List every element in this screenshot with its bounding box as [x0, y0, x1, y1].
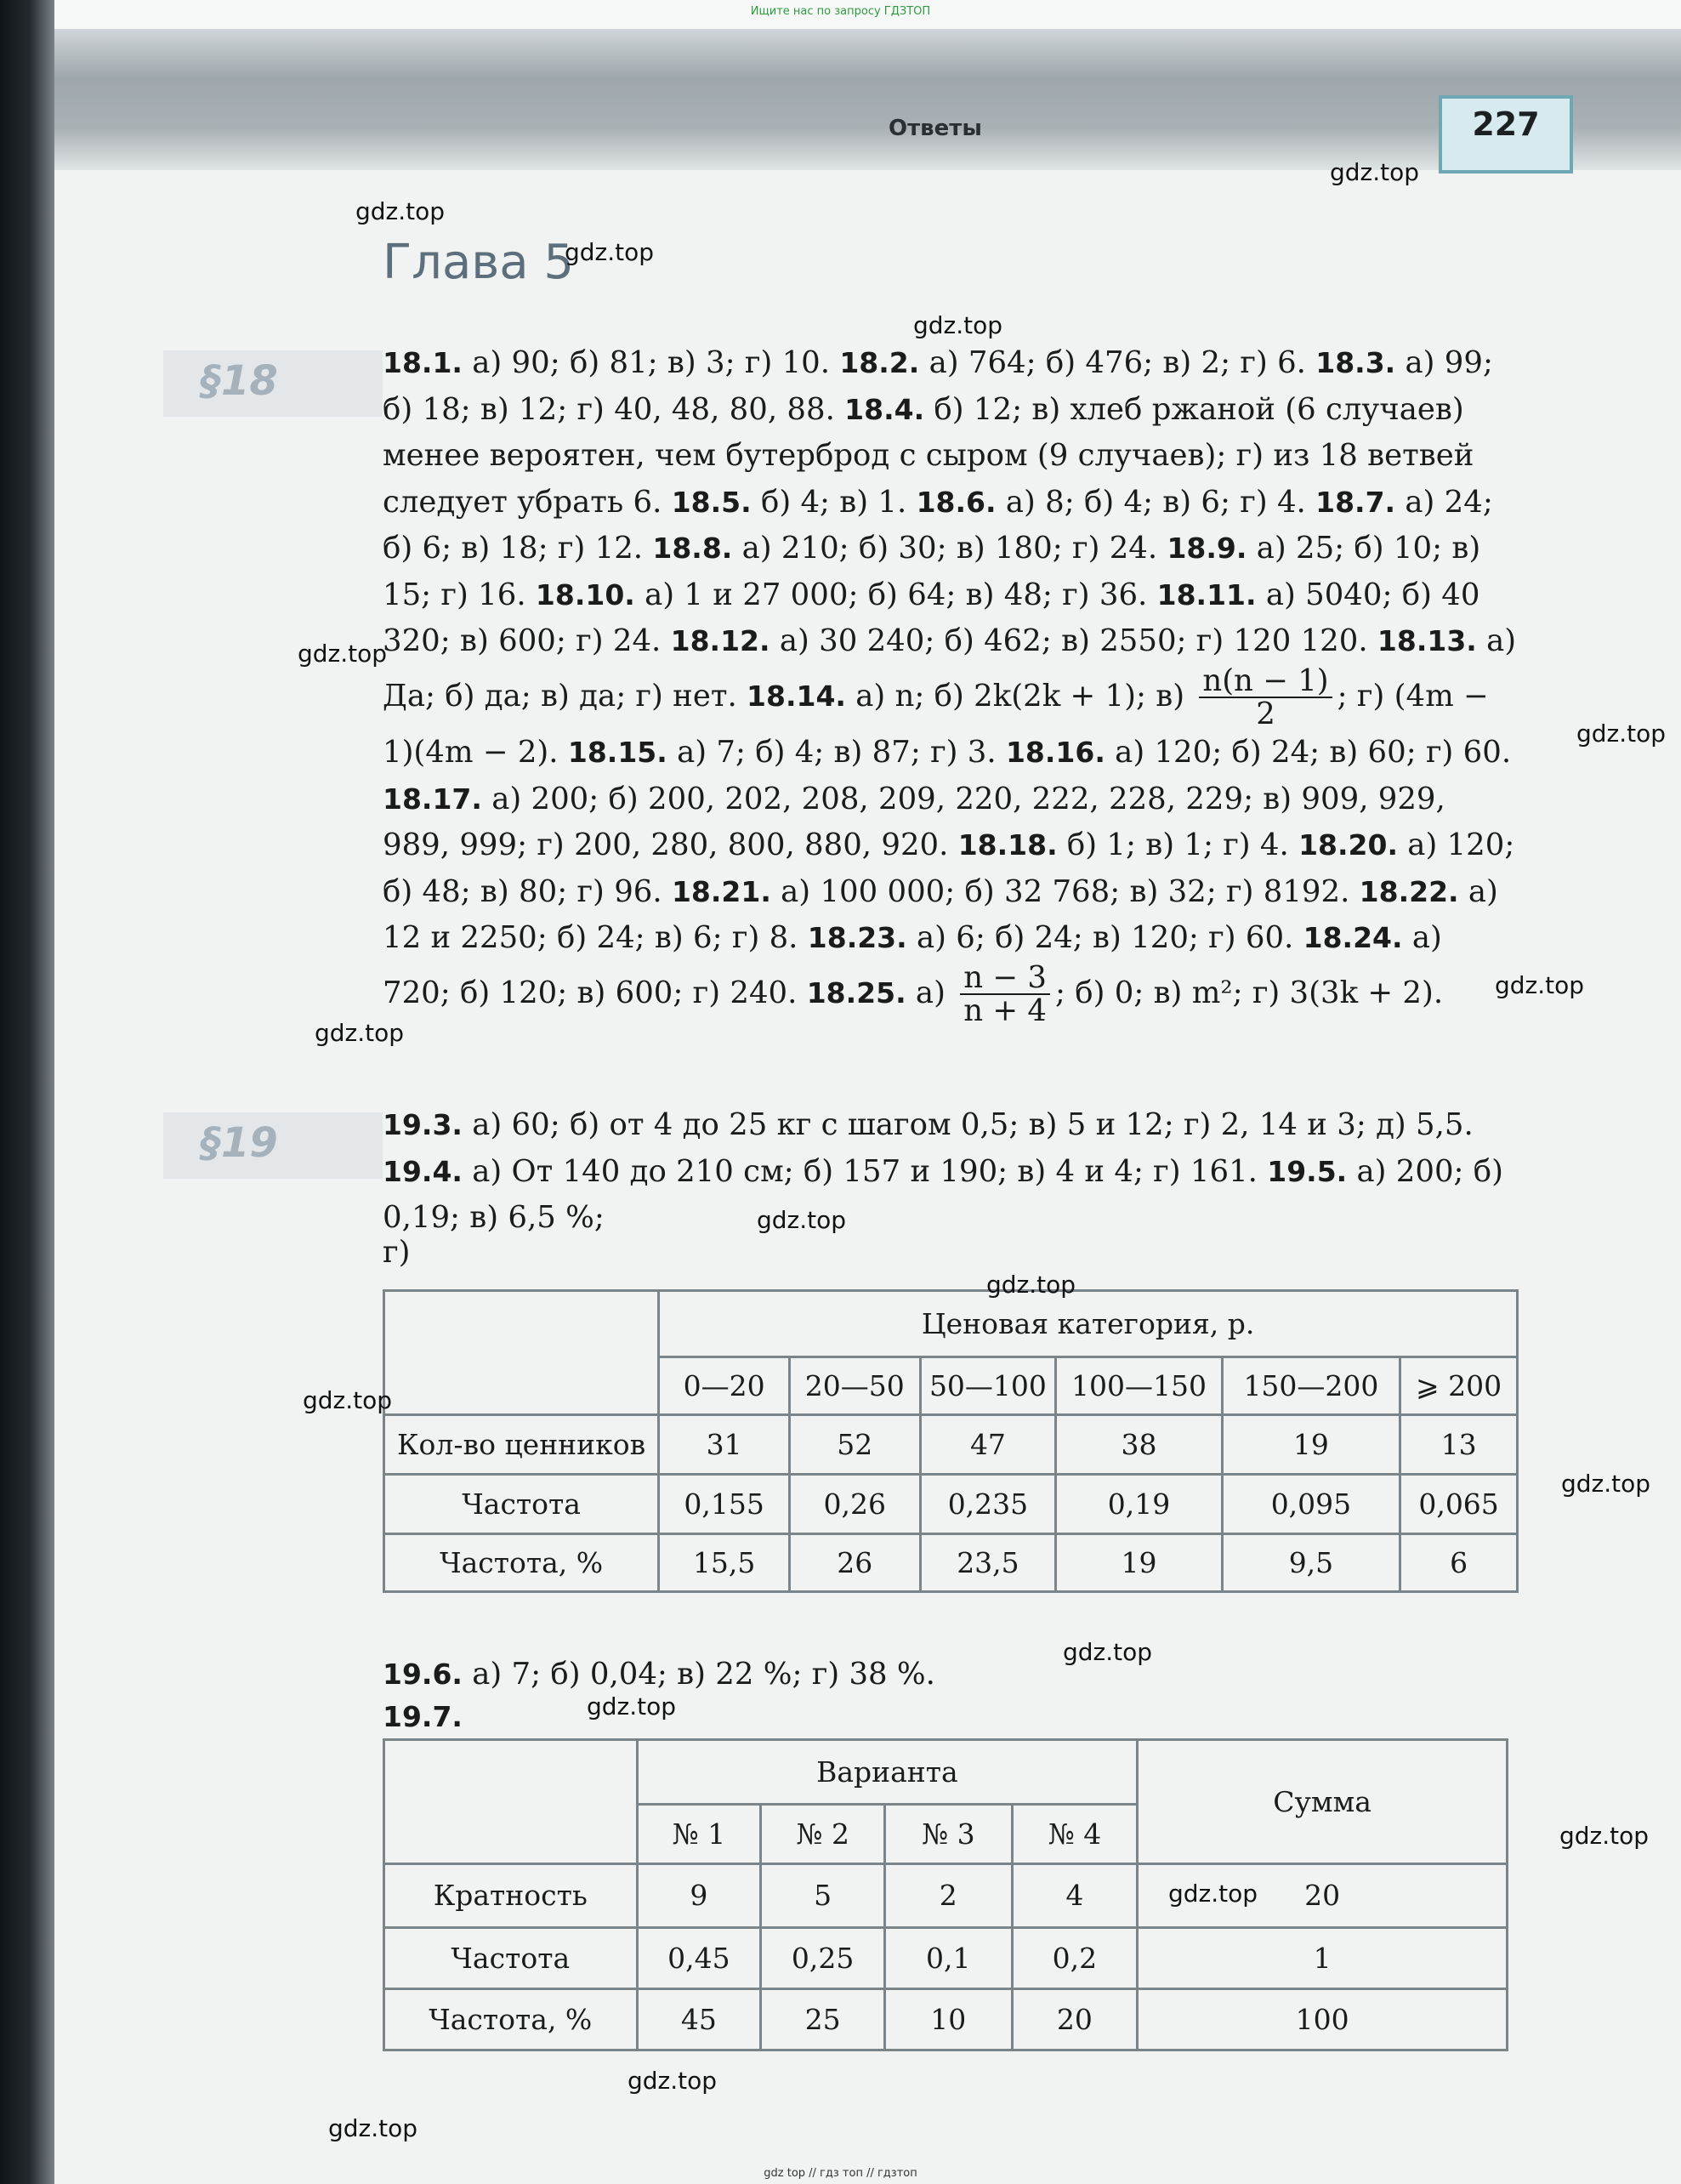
- answer-text: а) 24; б) 6; в) 18; г) 12.: [383, 484, 1493, 566]
- answer-text: а) 210; б) 30; в) 180; г) 24.: [732, 531, 1167, 566]
- watermark: gdz.top: [913, 311, 1003, 339]
- table-row: [384, 1475, 1518, 1534]
- table-cell: 45: [637, 1988, 761, 2050]
- table-cell: 0,235: [920, 1475, 1056, 1534]
- answer-number: 18.6.: [916, 485, 997, 519]
- column-header: ⩾ 200: [1400, 1357, 1518, 1415]
- answer-text: а) 25; б) 10; в) 15; г) 16.: [383, 531, 1481, 612]
- table-row: [384, 1415, 1518, 1475]
- answer-text: а) 30 240; б) 462; в) 2550; г) 120 120.: [770, 623, 1377, 658]
- variant-table: [383, 1738, 1508, 2051]
- table-cell: 52: [789, 1415, 920, 1475]
- table-row: [384, 1927, 1508, 1988]
- answer-19-5-g: г): [383, 1235, 411, 1270]
- answer-text: а) 120; б) 48; в) 80; г) 96.: [383, 828, 1515, 909]
- watermark: gdz.top: [587, 1692, 677, 1720]
- answer-number: 19.6.: [383, 1658, 463, 1691]
- watermark: gdz.top: [565, 238, 655, 266]
- watermark: gdz.top: [303, 1386, 393, 1414]
- sum-header: Сумма: [1138, 1740, 1508, 1864]
- row-label: Частота: [384, 1475, 659, 1534]
- table-cell: 47: [920, 1415, 1056, 1475]
- price-category-table: [383, 1289, 1519, 1593]
- row-label: Частота, %: [384, 1534, 659, 1592]
- column-header: 0—20: [659, 1357, 790, 1415]
- table-cell: 0,155: [659, 1475, 790, 1534]
- table-row: [384, 1988, 1508, 2050]
- table-cell: 20: [1012, 1988, 1138, 2050]
- answer-number: 18.15.: [567, 736, 667, 770]
- table-cell: 0,095: [1222, 1475, 1400, 1534]
- book-binding-shadow: [0, 0, 54, 2184]
- table-cell: 0,1: [884, 1927, 1012, 1988]
- watermark: gdz.top: [1168, 1880, 1258, 1908]
- sum-cell: 100: [1138, 1988, 1508, 2050]
- answer-number: 18.14.: [747, 679, 846, 713]
- row-label: Частота: [384, 1927, 638, 1988]
- column-header: 150—200: [1222, 1357, 1400, 1415]
- table-cell: 15,5: [659, 1534, 790, 1592]
- answer-19-7: [383, 1694, 1518, 1741]
- answer-text: а) От 140 до 210 см; б) 157 и 190; в) 4 и 4; г) 161.: [462, 1153, 1268, 1189]
- answer-number: 18.13.: [1377, 624, 1477, 657]
- footer-links[interactable]: gdz top // гдз топ // гдзтоп: [764, 2167, 917, 2180]
- answer-text: ; б) 0; в) m²; г) 3(3k + 2).: [1054, 975, 1444, 1010]
- answer-number: 18.24.: [1303, 921, 1403, 955]
- answer-number: 18.8.: [652, 532, 733, 565]
- answer-19-6: [383, 1652, 1518, 1698]
- answer-number: 18.4.: [844, 392, 925, 426]
- answer-number: 19.3.: [383, 1108, 463, 1141]
- watermark: gdz.top: [298, 640, 388, 668]
- answer-text: а): [906, 975, 956, 1010]
- table-cell: 2: [884, 1864, 1012, 1927]
- table-cell: 0,2: [1012, 1927, 1138, 1988]
- column-header: № 3: [884, 1805, 1012, 1864]
- answer-text: а) 12 и 2250; б) 24; в) 6; г) 8.: [383, 873, 1498, 956]
- watermark: gdz.top: [1561, 1470, 1651, 1498]
- watermark: gdz.top: [1495, 971, 1585, 999]
- answer-number: 18.25.: [806, 975, 906, 1010]
- answer-text: а) 720; б) 120; в) 600; г) 240.: [383, 920, 1442, 1010]
- section-18-label: §18: [201, 357, 278, 405]
- fraction-denominator: 2: [1256, 696, 1275, 731]
- column-header: 100—150: [1056, 1357, 1222, 1415]
- answer-number: 18.7.: [1315, 485, 1396, 519]
- answer-number: 18.21.: [671, 874, 771, 908]
- table-cell: 23,5: [920, 1534, 1056, 1592]
- watermark: gdz.top: [328, 2114, 418, 2142]
- answer-text: а) 5040; б) 40 320; в) 600; г) 24.: [383, 577, 1480, 658]
- answer-text: б) 1; в) 1; г) 4.: [1057, 828, 1299, 863]
- watermark: gdz.top: [1063, 1638, 1153, 1666]
- row-label: Кол-во ценников: [384, 1415, 659, 1475]
- section-18-answers: [383, 340, 1518, 1027]
- watermark: gdz.top: [355, 197, 446, 225]
- table-cell: 31: [659, 1415, 790, 1475]
- table-cell: 9,5: [1222, 1534, 1400, 1592]
- answer-number: 18.23.: [807, 921, 907, 955]
- answer-number: 18.11.: [1156, 577, 1257, 611]
- answer-text: ; г) (4m − 1)(4m − 2).: [383, 678, 1489, 771]
- table-cell: 9: [637, 1864, 761, 1927]
- answer-number: 18.10.: [535, 577, 635, 611]
- column-header: № 2: [761, 1805, 885, 1864]
- watermark: gdz.top: [315, 1019, 405, 1047]
- running-header-title: Ответы: [889, 116, 982, 141]
- answer-text: а) 90; б) 81; в) 3; г) 10.: [462, 345, 840, 380]
- answer-number: 18.3.: [1315, 346, 1396, 379]
- watermark: gdz.top: [986, 1271, 1076, 1299]
- answer-number: 18.5.: [671, 485, 752, 519]
- watermark: gdz.top: [1330, 158, 1420, 186]
- answer-text: а) Да; б) да; в) да; г) нет.: [383, 623, 1517, 714]
- answer-number: 18.1.: [383, 346, 463, 379]
- sum-cell: 20: [1138, 1864, 1508, 1927]
- answer-text: а) n; б) 2k(2k + 1); в): [845, 678, 1195, 714]
- table-cell: 13: [1400, 1415, 1518, 1475]
- table-row: [384, 1534, 1518, 1592]
- sum-cell: 1: [1138, 1927, 1508, 1988]
- table-cell: 19: [1056, 1534, 1222, 1592]
- row-label: Кратность: [384, 1864, 638, 1927]
- fraction-denominator: n + 4: [963, 992, 1047, 1028]
- column-header: 50—100: [920, 1357, 1056, 1415]
- answer-text: а) 120; б) 24; в) 60; г) 60.: [1105, 735, 1512, 771]
- answer-number: 19.7.: [383, 1700, 463, 1733]
- table-cell: 0,065: [1400, 1475, 1518, 1534]
- table-cell: 5: [761, 1864, 885, 1927]
- price-category-header: Ценовая категория, р.: [659, 1291, 1518, 1357]
- table-row: [384, 1864, 1508, 1927]
- row-label: Частота, %: [384, 1988, 638, 2050]
- fraction: [960, 959, 1050, 1028]
- section-19-label: §19: [201, 1119, 278, 1167]
- fraction-numerator: n − 3: [960, 962, 1050, 995]
- column-header: 20—50: [789, 1357, 920, 1415]
- table-cell: 0,26: [789, 1475, 920, 1534]
- column-header: № 4: [1012, 1805, 1138, 1864]
- table-cell: 6: [1400, 1534, 1518, 1592]
- answer-text: а) 6; б) 24; в) 120; г) 60.: [906, 920, 1303, 956]
- answer-text: а) 764; б) 476; в) 2; г) 6.: [919, 345, 1316, 380]
- table-cell: 0,45: [637, 1927, 761, 1988]
- answer-number: 19.5.: [1267, 1154, 1348, 1188]
- answer-text: б) 12; в) хлеб ржаной (6 случаев) менее вероятен, чем бутерброд с сыром (9 случаев); г) из 18 ветвей следует убрать 6.: [383, 391, 1474, 520]
- chapter-title: Глава 5: [383, 235, 575, 290]
- answer-text: а) 8; б) 4; в) 6; г) 4.: [996, 484, 1316, 520]
- watermark: gdz.top: [1576, 719, 1667, 748]
- column-header: № 1: [637, 1805, 761, 1864]
- table-cell: 4: [1012, 1864, 1138, 1927]
- table-cell: 10: [884, 1988, 1012, 2050]
- answer-number: 18.18.: [957, 828, 1058, 862]
- table-cell: 26: [789, 1534, 920, 1592]
- answer-number: 18.20.: [1298, 828, 1399, 862]
- answer-text: а) 7; б) 0,04; в) 22 %; г) 38 %.: [462, 1657, 935, 1692]
- table-cell: 25: [761, 1988, 885, 2050]
- answer-text: а) 7; б) 4; в) 87; г) 3.: [667, 735, 1006, 771]
- answer-number: 18.17.: [383, 782, 482, 816]
- answer-number: 18.2.: [839, 346, 920, 379]
- answer-text: а) 60; б) от 4 до 25 кг с шагом 0,5; в) 5 и 12; г) 2, 14 и 3; д) 5,5.: [462, 1107, 1474, 1142]
- answer-number: 18.22.: [1359, 874, 1459, 908]
- watermark: gdz.top: [628, 2067, 718, 2095]
- answer-number: 18.12.: [670, 624, 770, 657]
- table-cell: 0,19: [1056, 1475, 1222, 1534]
- answer-text: а) 200; б) 200, 202, 208, 209, 220, 222, 228, 229; в) 909, 929, 989, 999; г) 200, 280, 800, 880, 920.: [383, 781, 1445, 863]
- answer-text: а) 200; б) 0,19; в) 6,5 %;: [383, 1153, 1504, 1235]
- table-cell: 0,25: [761, 1927, 885, 1988]
- answer-text: а) 100 000; б) 32 768; в) 32; г) 8192.: [770, 873, 1360, 909]
- watermark: gdz.top: [1559, 1822, 1650, 1850]
- answer-text: б) 4; в) 1.: [751, 484, 917, 520]
- top-promo-link[interactable]: Ищите нас по запросу ГДЗТОП: [750, 5, 931, 18]
- table-cell: 19: [1222, 1415, 1400, 1475]
- section-19-answers: [383, 1102, 1518, 1242]
- variant-header: Варианта: [637, 1740, 1138, 1805]
- fraction: [1199, 665, 1332, 731]
- answer-text: а) 99; б) 18; в) 12; г) 40, 48, 80, 88.: [383, 345, 1493, 427]
- running-header-band: [54, 29, 1681, 170]
- fraction-numerator: n(n − 1): [1199, 665, 1332, 698]
- answer-text: а) 1 и 27 000; б) 64; в) 48; г) 36.: [634, 577, 1157, 612]
- watermark: gdz.top: [757, 1206, 847, 1234]
- answer-number: 18.16.: [1005, 736, 1105, 770]
- page-number: 227: [1472, 105, 1540, 143]
- table-cell: 38: [1056, 1415, 1222, 1475]
- answer-number: 19.4.: [383, 1154, 463, 1188]
- answer-number: 18.9.: [1167, 532, 1247, 565]
